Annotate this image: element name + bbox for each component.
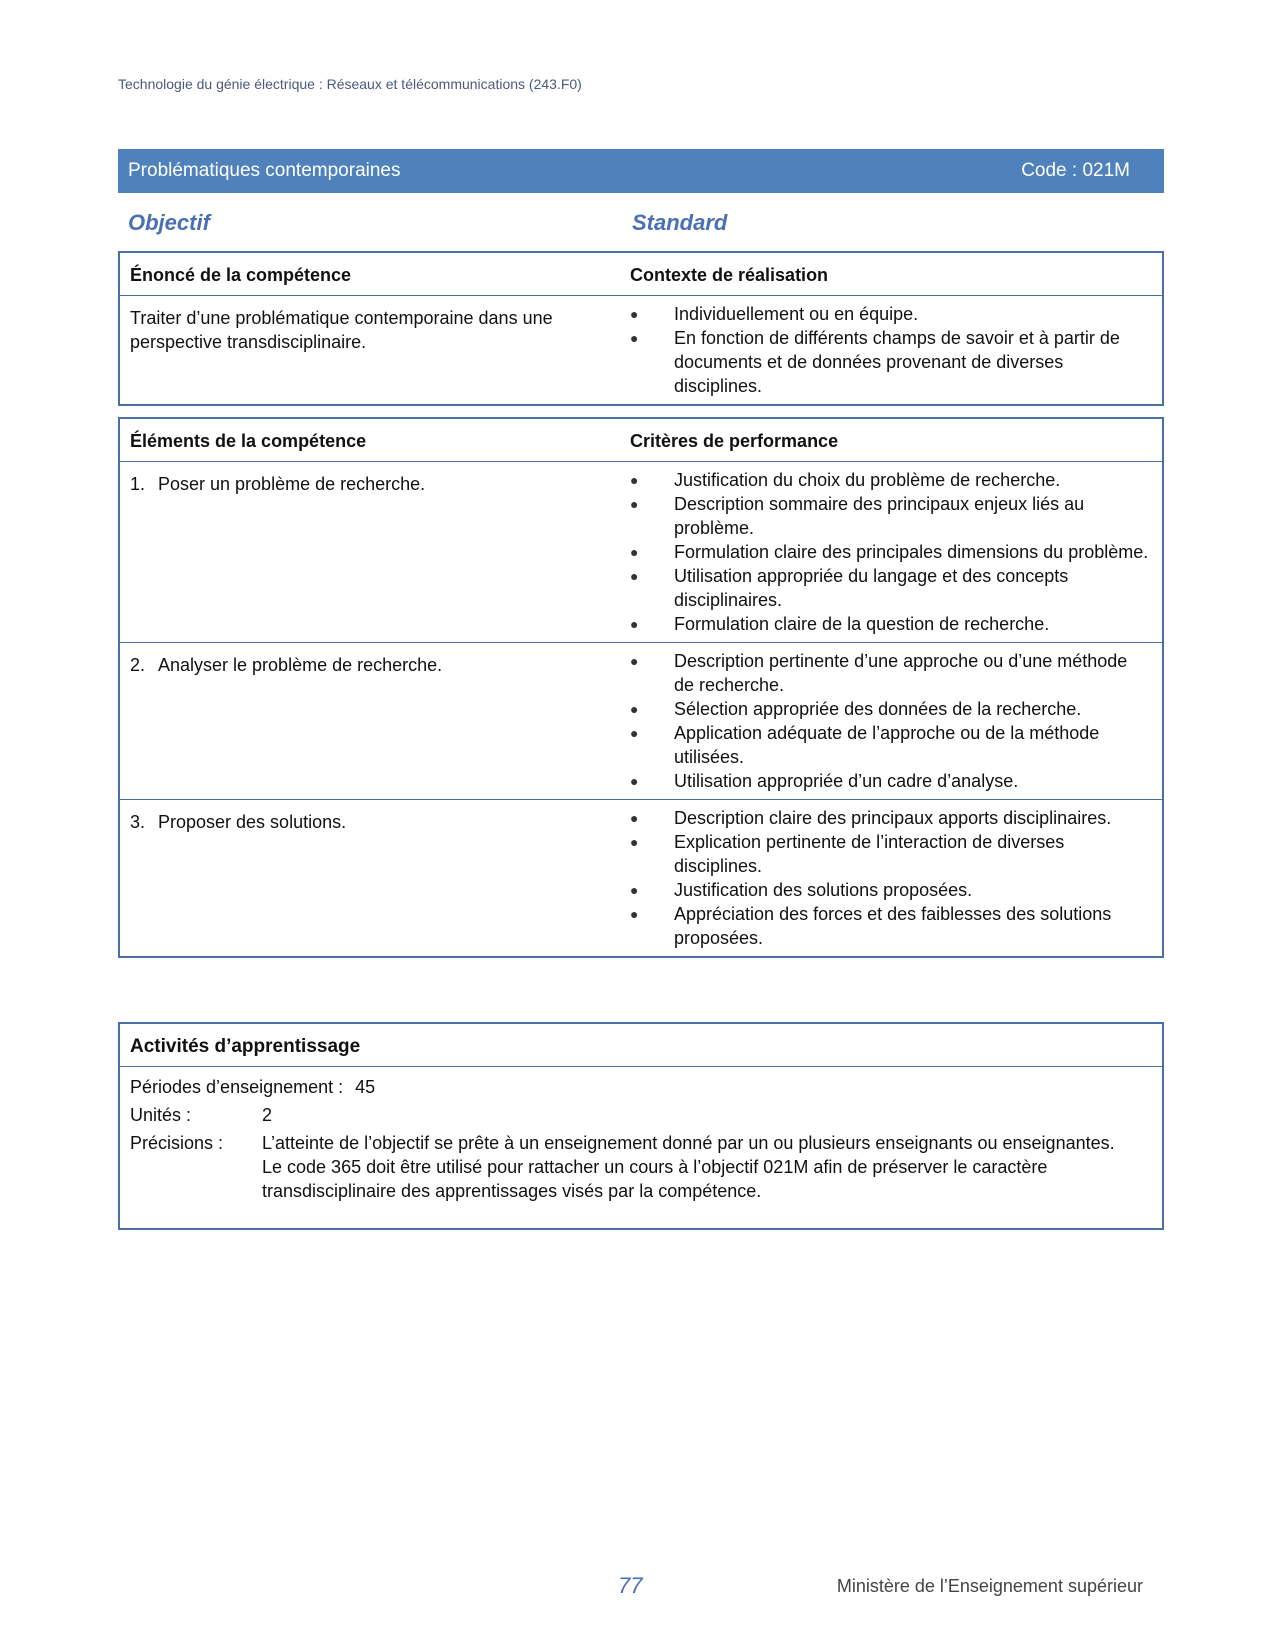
precision-text: L’atteinte de l’objectif se prête à un enseignement donné par un ou plusieurs enseignants ou enseignantes. bbox=[262, 1133, 1115, 1153]
list-item: ● Utilisation appropriée d’un cadre d’analyse. bbox=[630, 771, 1019, 791]
periods-line bbox=[130, 1075, 1152, 1099]
running-header: Technologie du génie électrique : Réseaux et télécommunications (243.F0) bbox=[118, 76, 582, 92]
elements-right-header: Critères de performance bbox=[630, 431, 839, 451]
element-label: 1. Poser un problème de recherche. bbox=[130, 474, 426, 494]
list-item: ● Sélection appropriée des données de la recherche. bbox=[630, 699, 1082, 719]
list-item: ● Utilisation appropriée du langage et des concepts disciplinaires. bbox=[630, 566, 1069, 610]
list-item: ● Application adéquate de l’approche ou de la méthode utilisées. bbox=[630, 723, 1100, 767]
table-row bbox=[120, 643, 1162, 800]
list-item: ● Justification des solutions proposées. bbox=[630, 880, 973, 900]
precision-text: Le code 365 doit être utilisé pour rattacher un cours à l’objectif 021M afin de préserver le caractère transdisciplinaire des apprentissages visés par la compétence. bbox=[262, 1157, 1048, 1201]
competence-body-row bbox=[120, 296, 1162, 404]
title-bar-title: Problématiques contemporaines bbox=[128, 160, 401, 181]
table-row bbox=[120, 462, 1162, 643]
elements-left-header: Éléments de la compétence bbox=[130, 431, 367, 451]
ministry-footer: Ministère de l’Enseignement supérieur bbox=[836, 1576, 1143, 1596]
objectif-heading: Objectif bbox=[128, 210, 210, 235]
list-item: ● Individuellement ou en équipe. bbox=[630, 304, 919, 324]
standard-heading: Standard bbox=[632, 210, 728, 235]
elements-table bbox=[118, 417, 1164, 958]
list-item: ● Description claire des principaux apports disciplinaires. bbox=[630, 808, 1112, 828]
competence-right-header: Contexte de réalisation bbox=[630, 265, 829, 285]
units-value: 2 bbox=[262, 1105, 273, 1125]
criteria-list bbox=[630, 468, 1152, 636]
competence-left-header: Énoncé de la compétence bbox=[130, 265, 352, 285]
list-item: ● Appréciation des forces et des faiblesses des solutions proposées. bbox=[630, 904, 1112, 948]
element-label: 3. Proposer des solutions. bbox=[130, 812, 347, 832]
activities-box bbox=[118, 1022, 1164, 1230]
precisions-label: Précisions : bbox=[130, 1133, 224, 1153]
list-item: ● Justification du choix du problème de recherche. bbox=[630, 470, 1061, 490]
list-item: ● Formulation claire de la question de recherche. bbox=[630, 614, 1050, 634]
criteria-list bbox=[630, 806, 1152, 950]
list-item: ● Description pertinente d’une approche ou d’une méthode de recherche. bbox=[630, 651, 1128, 695]
competence-statement: Traiter d’une problématique contemporaine dans une perspective transdisciplinaire. bbox=[130, 308, 553, 352]
periods-value: 45 bbox=[355, 1077, 376, 1097]
competence-header-row bbox=[120, 253, 1162, 296]
list-item: ● En fonction de différents champs de savoir et à partir de documents et de données provenant de diverses disciplines. bbox=[630, 328, 1120, 396]
title-bar-code: Code : 021M bbox=[1021, 160, 1130, 181]
criteria-list bbox=[630, 649, 1152, 793]
precisions-line bbox=[130, 1131, 1152, 1203]
units-label: Unités : bbox=[130, 1105, 192, 1125]
activities-title: Activités d’apprentissage bbox=[120, 1024, 1162, 1067]
periods-label: Périodes d’enseignement : bbox=[130, 1077, 344, 1097]
table-row bbox=[120, 800, 1162, 956]
title-bar bbox=[118, 149, 1164, 193]
list-item: ● Formulation claire des principales dimensions du problème. bbox=[630, 542, 1149, 562]
competence-table bbox=[118, 251, 1164, 406]
list-item: ● Description sommaire des principaux enjeux liés au problème. bbox=[630, 494, 1085, 538]
page-number: 77 bbox=[618, 1573, 643, 1598]
units-line bbox=[130, 1103, 1152, 1127]
list-item: ● Explication pertinente de l’interaction de diverses disciplines. bbox=[630, 832, 1065, 876]
context-list bbox=[630, 302, 1152, 398]
elements-header-row bbox=[120, 419, 1162, 462]
element-label: 2. Analyser le problème de recherche. bbox=[130, 655, 443, 675]
